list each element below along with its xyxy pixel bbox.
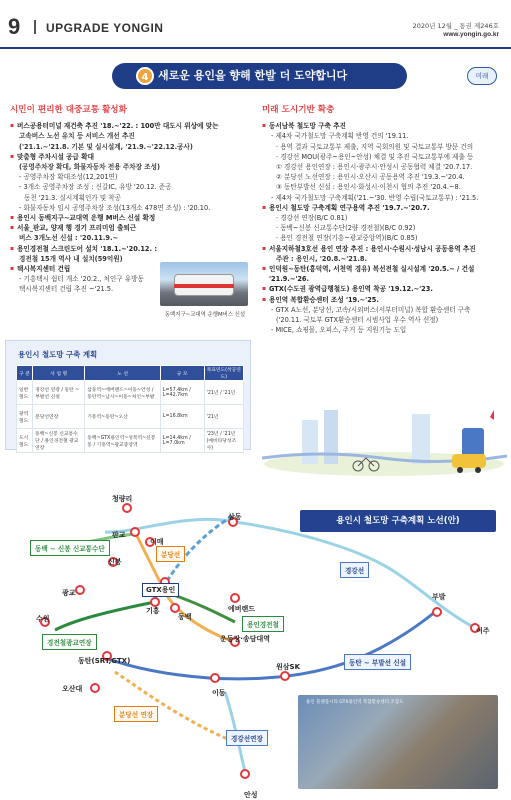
m-bus-photo <box>160 262 248 306</box>
left-column-title: 시민이 편리한 대중교통 활성화 <box>10 105 127 115</box>
table-cell: 광역철도 <box>17 405 33 429</box>
text-line: 주관 : 용인시, '20.8.~'21.8. <box>276 254 367 263</box>
station-label: 수원 <box>36 615 50 623</box>
text-line: - 제4차 국가철도망 구축계획('21.~'30. 반영 수립(국토교통부) : '21.5. <box>271 193 479 202</box>
line-tag: 용인경전철 <box>242 616 284 632</box>
page-header <box>0 0 511 50</box>
header-rule <box>0 47 511 49</box>
right-column-body <box>262 121 507 335</box>
table-cell: L=16.8km <box>160 405 204 429</box>
text-line: 경전철 15개 역사 내 설치(59억원) <box>19 254 123 263</box>
text-line: 동천 '21.3. 실시계획인가 및 착공 <box>24 193 122 202</box>
table-cell: 삼동역~에버랜드~이동~안성 / 동탄역~남사~이동~처인~부발 <box>85 381 161 405</box>
text-line: ▪ GTX(수도권 광역급행철도) 용인역 착공 '19.12.~'23. <box>262 284 507 294</box>
text-line: · 경강선 MOU(광주~용인~안성) 체결 및 추진 국토교통부에 제출 등 <box>276 152 474 161</box>
text-line: - 공영주차장 확대조성(12,201면) <box>19 173 118 182</box>
text-line: - GTX A노선, 분당선, 고속/시외버스(서부터미널) 복합 환승센터 구축 <box>271 305 471 314</box>
location-pin-icon <box>490 410 494 420</box>
issue-info: 2020년 12월 _ 통권 제246호 <box>412 22 499 30</box>
text-line: ▪ 택시복지센터 건립 <box>10 264 255 274</box>
table-header-row <box>17 366 244 381</box>
table-cell: 도시철도 <box>17 429 33 453</box>
text-line: - 제4차 국가철도망 구축계획 반영 건의 '19.11. <box>271 132 409 141</box>
text-line: 택시복지센터 건립 추진 ~'21.5. <box>19 285 114 294</box>
section-number: 4 <box>136 67 154 85</box>
header-divider <box>34 20 36 34</box>
future-badge: 미래 <box>467 67 497 85</box>
line-tag: 분당선 <box>156 546 185 562</box>
station-label: 여주 <box>476 627 490 635</box>
table-cell: '23년 / '21년(예비타당성조사) <box>204 429 244 453</box>
table-header-cell: 노 선 <box>85 366 161 381</box>
line-tag: 경전철광교연장 <box>42 634 97 650</box>
station-label: 부발 <box>432 593 446 601</box>
table-cell: 동백~GTX용인역~성복역~신봉동 / 기흥역~광교중앙역 <box>85 429 161 453</box>
text-line: - 3개소 공영주차장 조성 : 신갈IC, 유방 '20.12. 준공 <box>19 183 172 192</box>
city-illustration <box>262 400 507 480</box>
table-row <box>17 405 244 429</box>
section-header <box>0 63 511 91</box>
station-label: 원삼SK <box>276 663 300 671</box>
table-header-cell: 목표연도(착공연도) <box>204 366 244 381</box>
text-line: ③ 동탄부발선 신설 : 용인시·화성시·이천시 협의 추진 '20.4.~8. <box>276 183 461 192</box>
line-tag: 경강선 <box>340 562 369 578</box>
table-header-cell: 사 업 명 <box>33 366 85 381</box>
text-line: · 동백~신봉 신교통수단(2량 경전철)(B/C 0.92) <box>276 224 416 233</box>
station-label: 기흥 <box>146 607 160 615</box>
text-line: - 화물자동차 임시 공영주차장 조성(13개소 478면 조성) : '20.10. <box>19 203 211 212</box>
section-title: 새로운 용인을 향해 한발 더 도약합니다 <box>158 69 348 82</box>
table-header-cell: 구 분 <box>17 366 33 381</box>
text-line: ▪ 동서남북 철도망 구축 추진 <box>262 121 507 131</box>
line-tag: 경강선연장 <box>226 730 268 746</box>
text-line: (공영주차장 확대, 화물자동차 전용 주차장 조성) <box>19 163 161 172</box>
station-label: 신봉 <box>108 558 122 566</box>
line-tag: 분당선 연장 <box>114 706 158 722</box>
station-label: 광교 <box>62 589 76 597</box>
map-title: 용인시 철도망 구축계획 노선(안) <box>300 510 496 532</box>
table-cell: 기흥역~동탄~오산 <box>85 405 161 429</box>
line-tag: 동백 ~ 신봉 신교통수단 <box>30 540 110 556</box>
rail-plan-table-box <box>5 340 251 450</box>
station-label: 이동 <box>212 689 226 697</box>
station-label: 동탄(SRT,GTX) <box>78 657 131 665</box>
text-line: ▪ 인덕원~동탄(흥덕역, 서천역 경유) 복선전철 실시설계 '20.5.~ / 건설 '21.9.~'26. <box>262 264 507 284</box>
text-line: ▪ 용인시 동백지구~교대역 운행 M버스 신설 확정 <box>10 213 255 223</box>
station-label: 청량리 <box>112 495 133 503</box>
text-line: · 경강선 연장(B/C 0.81) <box>276 214 348 223</box>
table-cell: 일반철도 <box>17 381 33 405</box>
rail-plan-table <box>16 365 244 453</box>
station-label: 오산대 <box>62 685 83 693</box>
table-cell: 분당선연장 <box>33 405 85 429</box>
text-line: 버스 3개노선 신설 : '20.11.9.~ <box>19 234 118 243</box>
text-line: ▪ 용인시 철도망 구축계획 연구용역 추진 '19.7.~'20.7. <box>262 203 507 213</box>
text-line: ▪ 서울지하철3호선 용인 연장 추진 : 용인시·수원시·성남시 공동용역 추진 <box>262 244 507 254</box>
table-title: 용인시 철도망 구축 계획 <box>18 350 98 359</box>
text-line: ① 경강선 용인연장 : 용인시·광주시·안성시 공동협력 체결 '20.7.17. <box>276 163 473 172</box>
station-label: 동백 <box>178 613 192 621</box>
text-line: - 기흥택시 쉼터 개소 '20.2., 처인구 유방동 <box>19 275 144 284</box>
text-line: ▪ 용인역 복합환승센터 조성 '19.~'25. <box>262 295 507 305</box>
right-column-title: 미래 도시기반 확충 <box>262 105 335 115</box>
station-label: 삼동 <box>228 513 242 521</box>
station-label: 판교 <box>112 531 126 539</box>
table-header-cell: 규 모 <box>160 366 204 381</box>
table-row <box>17 429 244 453</box>
station-label: GTX용인 <box>142 583 179 597</box>
car-icon <box>452 454 486 468</box>
photo-caption: 동백지구~교대역 운행M버스 신설 <box>164 312 246 318</box>
photo-caption: 용인 플랫폼시티 GTX용인역 복합환승센터 조감도 <box>306 700 404 705</box>
text-line: 고속버스 노선 유치 등 서비스 개선 추진 <box>19 132 135 141</box>
station-label: 안성 <box>244 791 258 799</box>
text-line: ▪ 서울_판교, 양재 행 경기 프리미엄 출퇴근 <box>10 223 255 233</box>
text-line: ▪ 용인경전철 스크린도어 설치 '18.1.~'20.12. : <box>10 244 255 254</box>
text-line: ('20.11. 국토부 GTX환승센터 시범사업 우수 역사 선정) <box>276 316 439 325</box>
table-cell: L=57.4km / L=42.7km <box>160 381 204 405</box>
section-title-pill <box>112 63 407 89</box>
table-cell: '21년 / '21년 <box>204 381 244 405</box>
table-row <box>17 381 244 405</box>
transfer-center-photo <box>298 695 498 789</box>
table-cell: 동백~신봉 신교통수단 / 용인경전철 광교연장 <box>33 429 85 453</box>
station-label: 이매 <box>150 538 164 546</box>
text-line: ② 분당선 노선연장 : 용인시·오산시 공동용역 추진 '19.3.~'20.4. <box>276 173 465 182</box>
text-line: ▪ 맞춤형 주차시설 공급 확대 <box>10 152 255 162</box>
magazine-title: UPGRADE YONGIN <box>46 21 164 35</box>
table-cell: L=14.4km / L=7.0km <box>160 429 204 453</box>
text-line: · 용역 결과 국토교통부 제출, 지역 국회의원 및 국토교통부 방문 건의 <box>276 142 474 151</box>
right-column <box>262 105 507 335</box>
table-cell: 경강선 연장 / 동탄 ~ 부발선 신설 <box>33 381 85 405</box>
text-line: - MICE, 쇼핑몰, 오피스, 주거 등 지원기능 도입 <box>271 326 407 335</box>
text-line: ('21.1.~'21.8. 기본 및 실시설계, '21.9.~'22.12.공사) <box>19 142 193 151</box>
line-tag: 동탄 ~ 부발선 신설 <box>344 654 411 670</box>
station-label: 운동장·송담대역 <box>220 635 270 643</box>
table-cell: '21년 <box>204 405 244 429</box>
text-line: ▪ 버스공용터미널 재건축 추진 '18.~'22. : 100만 대도시 위상에 맞는 <box>10 121 255 131</box>
station-label: 에버랜드 <box>228 605 256 613</box>
text-line: · 용인 경전철 연장(기흥~광교중앙역)(B/C 0.85) <box>276 234 418 243</box>
page-number: 9 <box>8 14 21 39</box>
website-url: www.yongin.go.kr <box>443 31 499 38</box>
